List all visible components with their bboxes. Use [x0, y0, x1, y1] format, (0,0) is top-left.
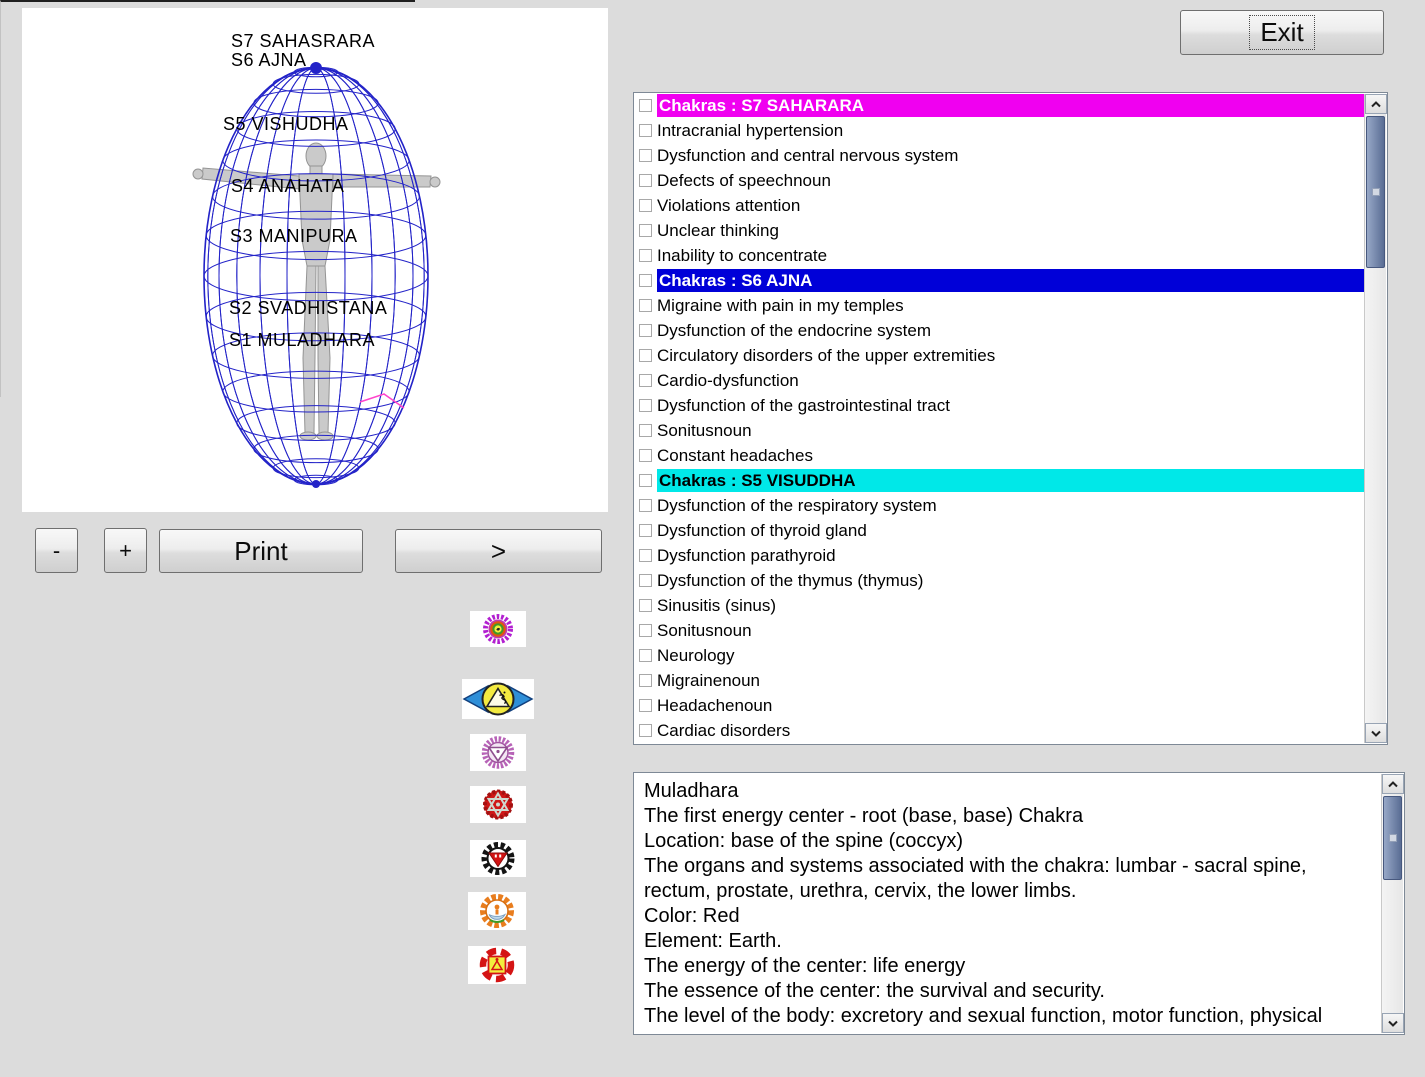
- symptom-row[interactable]: [635, 593, 1364, 618]
- symptom-label: Sonitusnoun: [657, 420, 752, 440]
- row-checkbox[interactable]: [639, 149, 652, 162]
- symptom-label: Violations attention: [657, 195, 801, 215]
- row-checkbox[interactable]: [639, 549, 652, 562]
- aura-top-pole: [310, 62, 322, 74]
- chakra-label-s1: S1 MULADHARA: [229, 330, 376, 350]
- symptom-row[interactable]: [635, 318, 1364, 343]
- zoom-in-button[interactable]: +: [104, 528, 147, 573]
- symptom-label: Dysfunction of the respiratory system: [657, 495, 937, 515]
- symptom-label: Constant headaches: [657, 445, 813, 465]
- row-checkbox[interactable]: [639, 624, 652, 637]
- chakra-header-label: Chakras : S7 SAHARARA: [657, 94, 1364, 117]
- chakra-header-row[interactable]: [635, 468, 1364, 493]
- scroll-down-button[interactable]: [1382, 1013, 1404, 1033]
- symptom-row[interactable]: [635, 293, 1364, 318]
- scrollbar-thumb[interactable]: [1366, 116, 1385, 268]
- chakra-info-text: [635, 774, 1381, 1033]
- scrollbar-thumb[interactable]: [1383, 796, 1402, 880]
- next-button[interactable]: >: [395, 529, 602, 573]
- row-checkbox[interactable]: [639, 374, 652, 387]
- row-checkbox[interactable]: [639, 99, 652, 112]
- symptom-row[interactable]: [635, 443, 1364, 468]
- symptom-label: Inability to concentrate: [657, 245, 828, 265]
- row-checkbox[interactable]: [639, 599, 652, 612]
- row-checkbox[interactable]: [639, 674, 652, 687]
- chakra-header-label: Chakras : S5 VISUDDHA: [657, 469, 1364, 492]
- manipura-icon: [470, 840, 526, 877]
- row-checkbox[interactable]: [639, 499, 652, 512]
- info-text-line: The first energy center - root (base, base) Chakra: [644, 805, 1084, 827]
- symptom-row[interactable]: [635, 493, 1364, 518]
- info-text-line: Muladhara: [644, 780, 739, 802]
- symptom-label: Intracranial hypertension: [657, 120, 844, 140]
- zoom-out-button[interactable]: -: [35, 528, 78, 573]
- symptom-row[interactable]: [635, 193, 1364, 218]
- symptom-row[interactable]: [635, 218, 1364, 243]
- symptom-row[interactable]: [635, 118, 1364, 143]
- symptom-row[interactable]: [635, 518, 1364, 543]
- symptom-row[interactable]: [635, 143, 1364, 168]
- print-button[interactable]: Print: [159, 529, 363, 573]
- symptom-label: Dysfunction of the thymus (thymus): [657, 570, 924, 590]
- row-checkbox[interactable]: [639, 199, 652, 212]
- info-text-line: The organs and systems associated with the chakra: lumbar - sacral spine,: [644, 855, 1307, 877]
- symptom-row[interactable]: [635, 643, 1364, 668]
- row-checkbox[interactable]: [639, 324, 652, 337]
- row-checkbox[interactable]: [639, 724, 652, 737]
- symptom-rows: [635, 93, 1364, 743]
- symptom-label: Dysfunction of thyroid gland: [657, 520, 867, 540]
- sahasrara-icon: [470, 611, 526, 647]
- chakra-header-row[interactable]: [635, 268, 1364, 293]
- symptom-row[interactable]: [635, 568, 1364, 593]
- row-checkbox[interactable]: [639, 224, 652, 237]
- aura-bottom-pole: [312, 480, 320, 488]
- info-panel-scrollbar[interactable]: [1381, 774, 1403, 1033]
- svadhisthana-icon: [468, 892, 526, 930]
- row-checkbox[interactable]: [639, 449, 652, 462]
- symptom-row[interactable]: [635, 368, 1364, 393]
- symptom-label: Cardio-dysfunction: [657, 370, 799, 390]
- symptom-label: Defects of speechnoun: [657, 170, 831, 190]
- row-checkbox[interactable]: [639, 424, 652, 437]
- scroll-up-button[interactable]: [1365, 94, 1387, 114]
- info-text-line: rectum, prostate, urethra, cervix, the lower limbs.: [644, 880, 1077, 902]
- symptom-label: Dysfunction of the gastrointestinal tract: [657, 395, 950, 415]
- symptom-row[interactable]: [635, 668, 1364, 693]
- row-checkbox[interactable]: [639, 174, 652, 187]
- row-checkbox[interactable]: [639, 299, 652, 312]
- symptom-label: Sonitusnoun: [657, 620, 752, 640]
- chakra-label-s6: S6 AJNA: [231, 50, 307, 70]
- info-text-line: Color: Red: [644, 905, 740, 927]
- info-text-line: Location: base of the spine (coccyx): [644, 830, 964, 852]
- symptom-row[interactable]: [635, 693, 1364, 718]
- row-checkbox[interactable]: [639, 399, 652, 412]
- row-checkbox[interactable]: [639, 349, 652, 362]
- chakra-label-s2: S2 SVADHISTANA: [229, 298, 388, 318]
- chakra-info-panel: [633, 772, 1405, 1035]
- symptom-row[interactable]: [635, 618, 1364, 643]
- symptom-label: Headachenoun: [657, 695, 773, 715]
- symptom-row[interactable]: [635, 343, 1364, 368]
- symptom-list-scrollbar[interactable]: [1364, 94, 1386, 743]
- symptom-label: Dysfunction of the endocrine system: [657, 320, 932, 340]
- info-text-line: The essence of the center: the survival and security.: [644, 980, 1105, 1002]
- symptom-label: Unclear thinking: [657, 220, 779, 240]
- symptom-row[interactable]: [635, 243, 1364, 268]
- row-checkbox[interactable]: [639, 124, 652, 137]
- symptom-label: Cardiac disorders: [657, 720, 791, 740]
- aura-wireframe: [22, 8, 608, 512]
- row-checkbox[interactable]: [639, 649, 652, 662]
- chakra-header-row[interactable]: [635, 93, 1364, 118]
- anahata-icon: [470, 786, 526, 823]
- symptom-row[interactable]: [635, 393, 1364, 418]
- chakra-header-label: Chakras : S6 AJNA: [657, 269, 1364, 292]
- chakra-label-s7: S7 SAHASRARA: [231, 31, 376, 51]
- muladhara-icon: [468, 946, 526, 984]
- symptom-label: Circulatory disorders of the upper extremities: [657, 345, 996, 365]
- row-checkbox[interactable]: [639, 274, 652, 287]
- symptom-checklist: [633, 92, 1388, 745]
- symptom-row[interactable]: [635, 543, 1364, 568]
- symptom-label: Sinusitis (sinus): [657, 595, 777, 615]
- exit-button-label: Exit: [1249, 15, 1314, 50]
- info-text-line: The energy of the center: life energy: [644, 955, 966, 977]
- info-text-line: The level of the body: excretory and sexual function, motor function, physical: [644, 1005, 1323, 1027]
- chakra-label-s4: S4 ANAHATA: [231, 176, 345, 196]
- symptom-label: Neurology: [657, 645, 735, 665]
- row-checkbox[interactable]: [639, 699, 652, 712]
- row-checkbox[interactable]: [639, 474, 652, 487]
- row-checkbox[interactable]: [639, 524, 652, 537]
- exit-button[interactable]: [1180, 10, 1384, 55]
- symptom-label: Migrainenoun: [657, 670, 761, 690]
- ajna-icon: [462, 679, 534, 719]
- scroll-down-button[interactable]: [1365, 723, 1387, 743]
- symptom-row[interactable]: [635, 168, 1364, 193]
- symptom-label: Migraine with pain in my temples: [657, 295, 904, 315]
- symptom-label: Dysfunction and central nervous system: [657, 145, 959, 165]
- row-checkbox[interactable]: [639, 249, 652, 262]
- vishuddha-icon: [470, 734, 526, 771]
- aura-3d-viewport: [22, 8, 608, 512]
- scroll-up-button[interactable]: [1382, 774, 1404, 794]
- symptom-row[interactable]: [635, 718, 1364, 743]
- symptom-label: Dysfunction parathyroid: [657, 545, 836, 565]
- symptom-row[interactable]: [635, 418, 1364, 443]
- row-checkbox[interactable]: [639, 574, 652, 587]
- chakra-label-s5: S5 VISHUDHA: [223, 114, 349, 134]
- chakra-label-s3: S3 MANIPURA: [230, 226, 358, 246]
- info-text-line: Element: Earth.: [644, 930, 782, 952]
